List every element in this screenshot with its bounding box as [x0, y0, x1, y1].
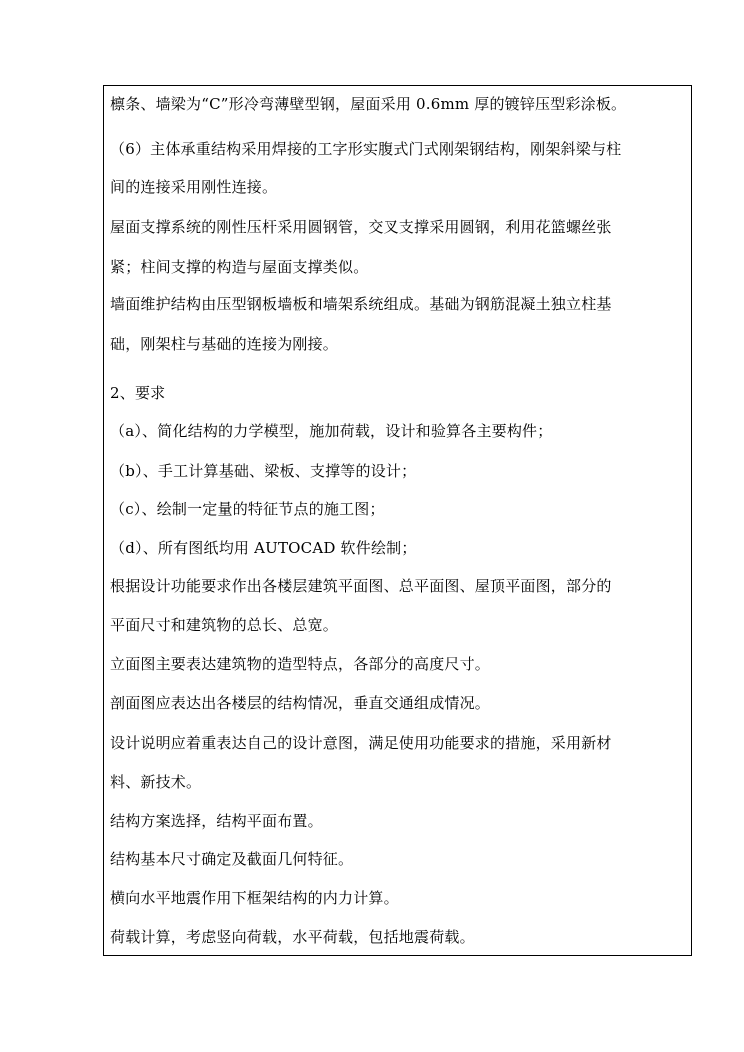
- list-item-b: （b）、手工计算基础、梁板、支撑等的设计；: [110, 462, 417, 480]
- text-line-purlin: 檩条、墙梁为“C”形冷弯薄壁型钢，屋面采用 0.6mm 厚的镀锌压型彩涂板。: [110, 95, 627, 113]
- text-line-floor-plans-2: 平面尺寸和建筑物的总长、总宽。: [110, 616, 339, 634]
- text-line-basic-dimensions: 结构基本尺寸确定及截面几何特征。: [110, 850, 354, 868]
- text-line-elevation: 立面图主要表达建筑物的造型特点，各部分的高度尺寸。: [110, 655, 491, 673]
- text-line-design-notes: 设计说明应着重表达自己的设计意图，满足使用功能要求的措施，采用新材: [110, 734, 612, 752]
- text-line-main-structure-2: 间的连接采用刚性连接。: [110, 178, 278, 196]
- text-line-wall-envelope: 墙面维护结构由压型钢板墙板和墙架系统组成。基础为钢筋混凝土独立柱基: [110, 295, 612, 313]
- text-line-floor-plans: 根据设计功能要求作出各楼层建筑平面图、总平面图、屋顶平面图，部分的: [110, 577, 612, 595]
- text-line-wall-envelope-2: 础，刚架柱与基础的连接为刚接。: [110, 335, 339, 353]
- text-line-section: 剖面图应表达出各楼层的结构情况，垂直交通组成情况。: [110, 694, 491, 712]
- list-item-c: （c）、绘制一定量的特征节点的施工图；: [110, 500, 385, 518]
- text-line-roof-bracing: 屋面支撑系统的刚性压杆采用圆钢管，交叉支撑采用圆钢，利用花篮螺丝张: [110, 218, 612, 236]
- text-line-structural-scheme: 结构方案选择，结构平面布置。: [110, 812, 323, 830]
- text-line-roof-bracing-2: 紧；柱间支撑的构造与屋面支撑类似。: [110, 258, 369, 276]
- text-line-design-notes-2: 料、新技术。: [110, 773, 202, 791]
- text-line-seismic-forces: 横向水平地震作用下框架结构的内力计算。: [110, 889, 399, 907]
- list-item-d: （d）、所有图纸均用 AUTOCAD 软件绘制；: [110, 539, 417, 557]
- text-line-load-calculation: 荷载计算，考虑竖向荷载，水平荷载，包括地震荷载。: [110, 928, 475, 946]
- text-line-main-structure: （6）主体承重结构采用焊接的工字形实腹式门式刚架钢结构，刚架斜梁与柱: [110, 140, 622, 158]
- section-heading-requirements: 2、要求: [110, 384, 166, 402]
- list-item-a: （a）、简化结构的力学模型，施加荷载，设计和验算各主要构件；: [110, 422, 553, 440]
